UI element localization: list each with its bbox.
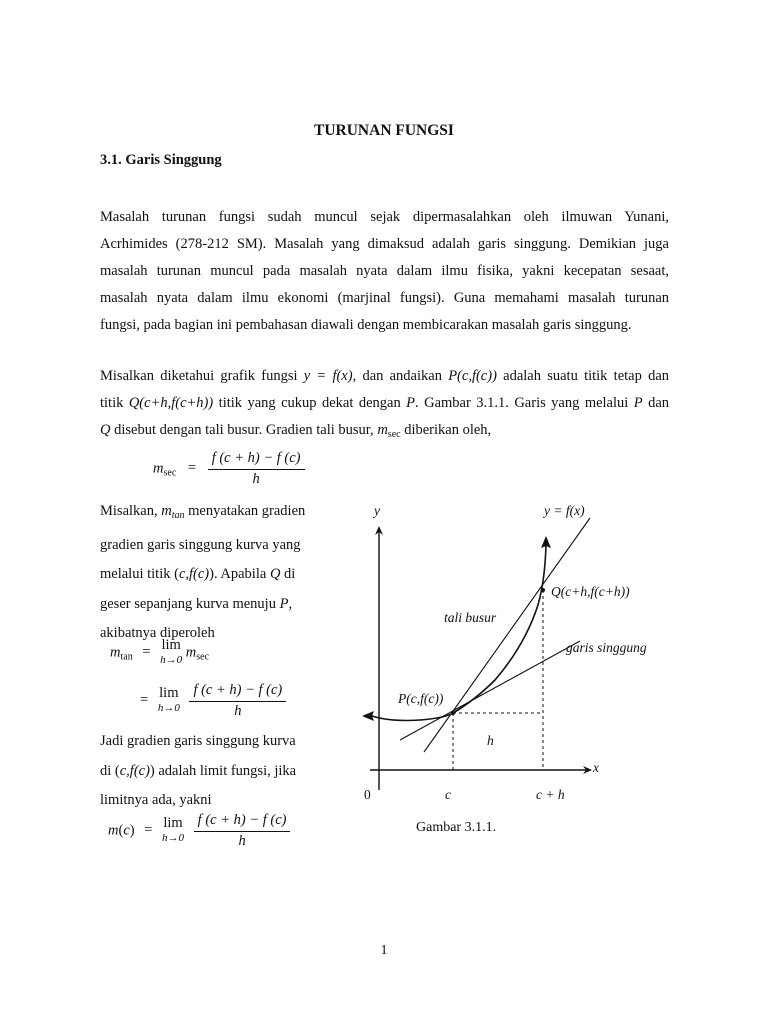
math-p: P <box>633 395 643 411</box>
paragraph-1-line: Masalah turunan fungsi sudah muncul sejak dipermasalahkan oleh ilmuwan Yunani, <box>100 209 669 225</box>
equals-sign: = <box>144 822 153 839</box>
tangent-label: garis singgung <box>566 640 647 655</box>
numerator: f (c + h) − f (c) <box>208 450 305 470</box>
math-q: Q <box>100 422 111 438</box>
point-p-label: P(c,f(c)) <box>398 691 444 706</box>
text: titik <box>100 395 129 411</box>
h-label: h <box>487 733 494 748</box>
math-point: c,f(c) <box>178 566 210 582</box>
text: diberikan oleh, <box>400 422 492 438</box>
paragraph-1-line: masalah nyata dalam ilmu ekonomi (marjinal fungsi). Guna memahami masalah turunan <box>100 290 669 306</box>
left-line: limitnya ada, yakni <box>100 792 212 808</box>
equals-sign: = <box>187 460 197 477</box>
text: ) adalah limit fungsi, jika <box>149 762 297 779</box>
math-sub: tan <box>171 510 185 521</box>
x-axis-label: x <box>593 760 599 775</box>
math-m: m <box>110 644 121 661</box>
text: geser sepanjang kurva menuju <box>100 595 280 612</box>
math-m: m <box>153 460 164 477</box>
math-m: m <box>185 644 197 661</box>
numerator: f (c + h) − f (c) <box>194 812 291 832</box>
paragraph-1-line: masalah turunan muncul pada masalah nyata dalam ilmu fisika, yakni kecepatan sesaat, <box>100 263 669 279</box>
math-m: m <box>377 422 388 438</box>
origin-label: 0 <box>364 787 371 802</box>
point-p <box>451 711 455 715</box>
math-point-q: Q(c+h,f(c+h)) <box>128 395 214 411</box>
paren: ( <box>118 822 124 839</box>
point-q-label: Q(c+h,f(c+h)) <box>551 584 630 599</box>
text: melalui titik ( <box>100 566 179 582</box>
text: titik yang cukup dekat dengan <box>213 395 407 411</box>
lim-text: lim <box>159 685 179 701</box>
left-line: akibatnya diperoleh <box>100 625 215 641</box>
y-axis-label: y <box>374 503 380 518</box>
math-sub: sec <box>196 651 210 663</box>
text: ). Apabila <box>209 566 270 582</box>
equals-sign: = <box>140 692 149 709</box>
section-heading: 3.1. Garis Singgung <box>100 152 222 168</box>
chord-label: tali busur <box>444 610 497 625</box>
left-line: gradien garis singgung kurva yang <box>100 536 301 553</box>
text: adalah suatu titik tetap dan <box>496 368 670 384</box>
math-q: Q <box>269 566 281 582</box>
denominator: h <box>238 833 246 849</box>
page-title: TURUNAN FUNGSI <box>314 122 454 139</box>
text: di ( <box>100 762 120 779</box>
math-p: P <box>406 395 416 411</box>
math-m: m <box>161 503 172 519</box>
lim-text: lim <box>163 815 183 831</box>
lim-text: lim <box>161 637 181 653</box>
math-p: P <box>279 595 289 612</box>
equals-sign: = <box>142 644 151 661</box>
math-sub: sec <box>163 467 177 479</box>
text: disebut dengan tali busur. Gradien tali busur, <box>110 422 378 438</box>
text: , dan andaikan <box>352 368 449 384</box>
lim-sub: h→0 <box>160 654 183 666</box>
lim-sub: h→0 <box>157 702 180 714</box>
figure-caption: Gambar 3.1.1. <box>416 820 497 835</box>
text: Misalkan, <box>100 503 162 519</box>
text: . Gambar 3.1.1. Garis yang melalui <box>415 395 634 411</box>
math-yfx: y = f(x) <box>303 368 353 384</box>
math-sub: sec <box>387 429 401 440</box>
curve-label: y = f(x) <box>544 503 585 518</box>
secant-line <box>424 518 590 752</box>
c-tick-label: c <box>445 787 451 802</box>
paren: ) <box>129 822 135 839</box>
paragraph-1-line: Acrhimides (278-212 SM). Masalah yang dimaksud adalah garis singgung. Demikian juga <box>100 236 669 252</box>
text: dan <box>642 395 670 411</box>
point-q <box>541 588 545 592</box>
text: , <box>288 595 293 612</box>
numerator: f (c + h) − f (c) <box>189 682 286 702</box>
text: di <box>280 566 296 582</box>
denominator: h <box>234 703 242 719</box>
denominator: h <box>252 471 260 487</box>
page-number: 1 <box>380 943 388 958</box>
math-sub: tan <box>120 651 133 663</box>
text: menyatakan gradien <box>184 503 306 519</box>
lim-sub: h→0 <box>162 832 185 844</box>
math-m: m <box>108 822 119 839</box>
text: Misalkan diketahui grafik fungsi <box>100 368 304 384</box>
math-c: c <box>123 822 130 839</box>
paragraph-1-line: fungsi, pada bagian ini pembahasan diawali dengan membicarakan masalah garis singgung. <box>100 317 632 333</box>
left-line: Jadi gradien garis singgung kurva <box>100 733 296 749</box>
math-point-p: P(c,f(c)) <box>448 368 497 384</box>
math-point: c,f(c) <box>119 762 150 779</box>
ch-tick-label: c + h <box>536 787 565 802</box>
